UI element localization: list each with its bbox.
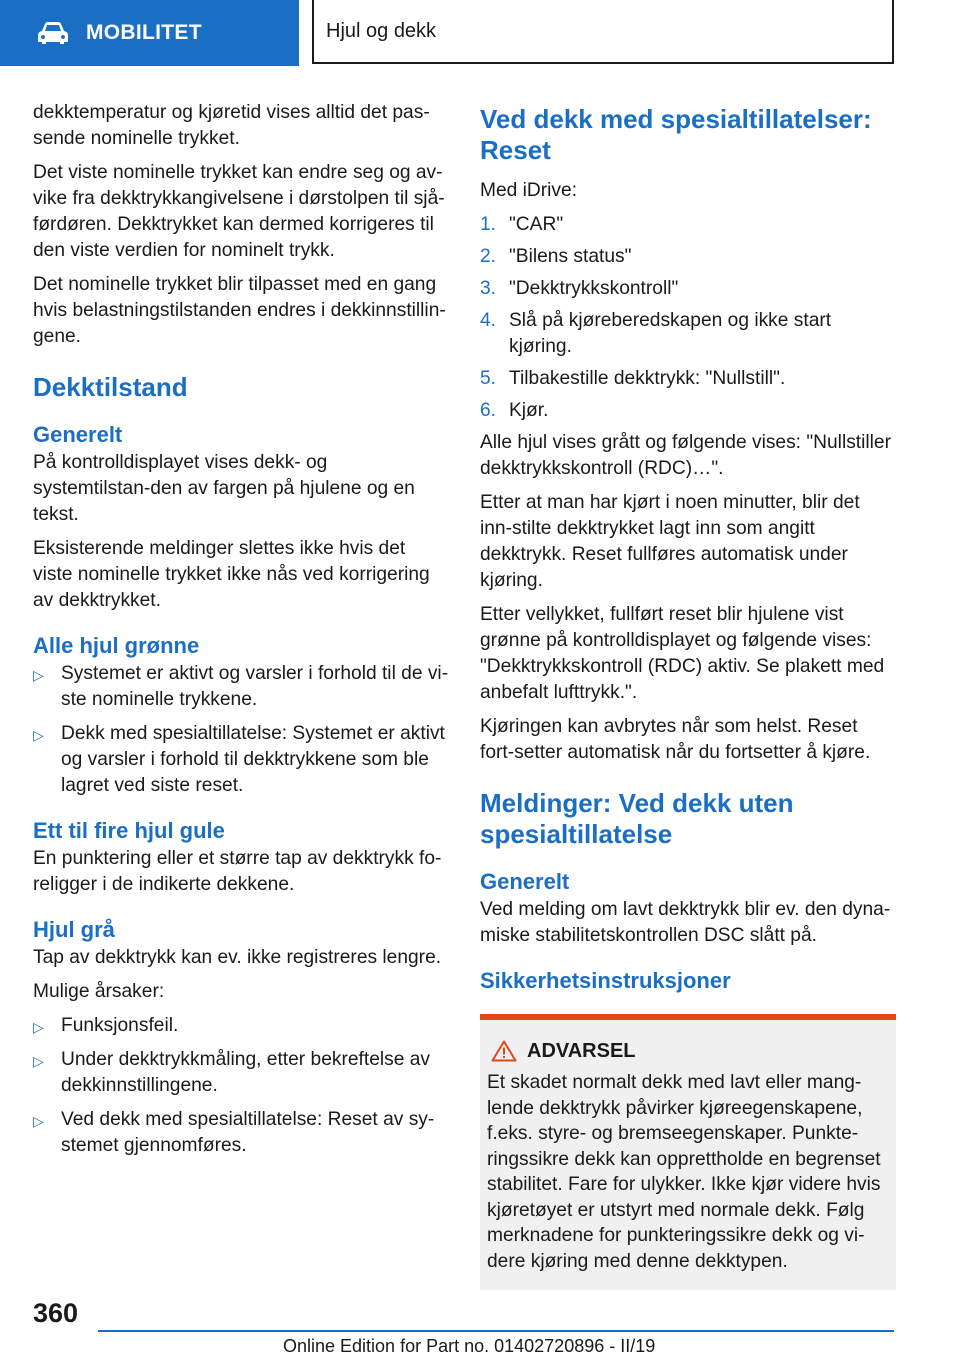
car-icon [36,21,70,45]
list-item-text: Funksjonsfeil. [61,1015,179,1036]
list-item [33,1047,449,1099]
heading-alle-hjul-gronne: Alle hjul grønne [33,633,200,658]
heading-dekktilstand: Dekktilstand [33,372,188,402]
list-item-text: Dekk med spesialtillatelse: Systemet er aktivt og varsler i forhold til dekktrykkene som ble lagret ved siste reset. [61,723,445,796]
step-text: Tilbakestille dekktrykk: "Nullstill". [509,368,786,389]
paragraph: På kontrolldisplayet vises dekk- og systemtilstan-den av fargen på hjulene og en tekst. [33,452,415,525]
step-item [480,244,896,270]
heading-generelt: Generelt [480,869,570,894]
step-item [480,276,896,302]
paragraph: Det nominelle trykket blir tilpasset med en gang hvis belastningstilstanden endres i dekkinnstillin-gene. [33,274,446,347]
triangle-bullet-icon: ▷ [33,1019,44,1035]
left-column [33,100,449,1167]
warning-title: ADVARSEL [527,1040,636,1062]
paragraph: Mulige årsaker: [33,981,165,1002]
list-item-text: Under dekktrykkmåling, etter bekreftelse av dekkinnstillingene. [61,1049,430,1096]
list-item [33,1013,449,1039]
paragraph: En punktering eller et større tap av dekktrykk fo-religger i de indikerte dekkene. [33,848,442,895]
step-item [480,366,896,392]
warning-header [487,1038,889,1064]
step-number: 6. [480,400,497,421]
heading-generelt: Generelt [33,422,123,447]
edition-text: Online Edition for Part no. 01402720896 - II/19 [283,1336,656,1356]
paragraph: Alle hjul vises grått og følgende vises: "Nullstiller dekktrykkskontroll (RDC)…". [480,432,891,479]
step-number: 4. [480,310,497,331]
paragraph: Etter at man har kjørt i noen minutter, blir det inn-stilte dekktrykket lagt inn som angitt dekktrykk. Reset fullføres automatisk under kjøring. [480,492,860,591]
right-column [480,100,896,1290]
list-item [33,661,449,713]
step-number: 1. [480,214,497,235]
triangle-bullet-icon: ▷ [33,667,44,683]
heading-reset: Ved dekk med spesialtillatelser: Reset [480,104,872,165]
paragraph: Kjøringen kan avbrytes når som helst. Reset fort-setter automatisk når du fortsetter å kjøre. [480,716,871,763]
step-text: Slå på kjøreberedskapen og ikke start kjøring. [509,310,832,357]
paragraph: Eksisterende meldinger slettes ikke hvis det viste nominelle trykket ikke nås ved korrigering av dekktrykket. [33,538,430,611]
footer-divider [98,1330,894,1332]
step-number: 2. [480,246,497,267]
step-text: "Dekktrykkskontroll" [509,278,679,299]
paragraph: Ved melding om lavt dekktrykk blir ev. den dyna-miske stabilitetskontrollen DSC slått på. [480,899,891,946]
step-item [480,308,896,360]
section-tab[interactable] [0,0,299,66]
list-item [33,1107,449,1159]
paragraph: dekktemperatur og kjøretid vises alltid det pas-sende nominelle trykket. [33,102,430,149]
step-text: "CAR" [509,214,564,235]
paragraph: Etter vellykket, fullført reset blir hjulene vist grønne på kontrolldisplayet og følgende vises: "Dekktrykkskontroll (RDC) aktiv. Se plakett med anbefalt lufttrykk.". [480,604,885,703]
triangle-bullet-icon: ▷ [33,1113,44,1129]
step-item [480,212,896,238]
chapter-header [312,0,894,64]
step-number: 5. [480,368,497,389]
list-item-text: Ved dekk med spesialtillatelse: Reset av sy-stemet gjennomføres. [61,1109,435,1156]
warning-text: Et skadet normalt dekk med lavt eller mang-lende dekktrykk påvirker kjøreegenskapene, f.eks. styre- og bremseegenskaper. Punkte-ringssikre dekk kan opprettholde en begrenset stabilitet. Fare for ulykker. Ikke kjør videre hvis kjøretøyet er utstyrt med normale dekk. Følg merknadene for punkteringssikre dekk og vi-dere kjøring med denne dekktypen. [487,1072,881,1272]
heading-sikkerhetsinstruksjoner: Sikkerhetsinstruksjoner [480,968,731,993]
page-number: 360 [33,1298,79,1328]
warning-box [480,1014,896,1290]
list-item [33,721,449,799]
step-text: Kjør. [509,400,549,421]
list-gronne [33,661,449,799]
heading-hjul-gra: Hjul grå [33,917,115,942]
section-label: MOBILITET [86,21,202,44]
heading-hjul-gule: Ett til fire hjul gule [33,818,225,843]
heading-meldinger: Meldinger: Ved dekk uten spesialtillatelse [480,788,794,849]
step-text: "Bilens status" [509,246,632,267]
triangle-bullet-icon: ▷ [33,727,44,743]
list-item-text: Systemet er aktivt og varsler i forhold til de vi-ste nominelle trykkene. [61,663,449,710]
step-item [480,398,896,424]
triangle-bullet-icon: ▷ [33,1053,44,1069]
chapter-title: Hjul og dekk [326,19,437,42]
steps-list [480,212,896,424]
step-number: 3. [480,278,497,299]
paragraph: Tap av dekktrykk kan ev. ikke registreres lengre. [33,947,442,968]
paragraph: Med iDrive: [480,180,578,201]
paragraph: Det viste nominelle trykket kan endre seg og av-vike fra dekktrykkangivelsene i dørstolpen til sjå-førdøren. Dekktrykket kan dermed korrigeres til den viste verdien for nominelt trykk. [33,162,445,261]
list-gra [33,1013,449,1159]
warning-triangle-icon [491,1040,517,1062]
